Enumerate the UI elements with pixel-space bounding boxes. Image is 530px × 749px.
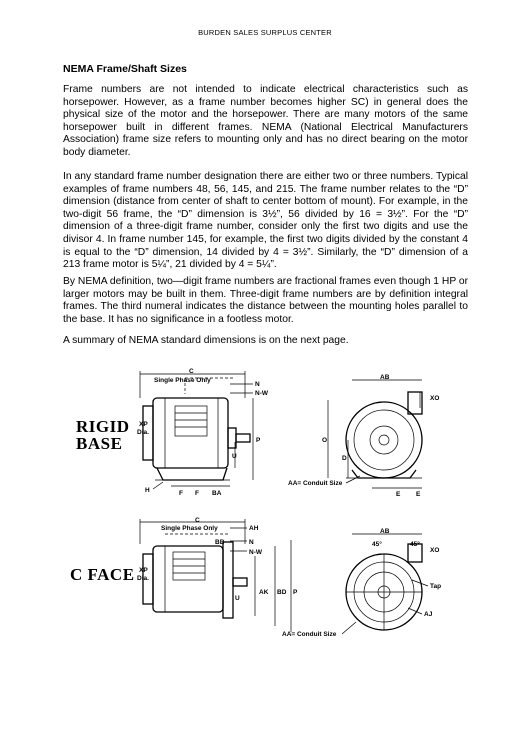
page-header: BURDEN SALES SURPLUS CENTER bbox=[198, 28, 332, 37]
dim-ab: AB bbox=[380, 374, 390, 381]
dim-f2: F bbox=[195, 490, 199, 497]
cf-dim-p: P bbox=[293, 589, 298, 596]
cf-conduit-size-note: AA= Conduit Size bbox=[282, 631, 337, 638]
dim-xo: XO bbox=[430, 395, 440, 402]
dim-xp-dia: Dia. bbox=[137, 429, 149, 436]
cf-angle-2: 45° bbox=[410, 541, 420, 548]
cf-tap: Tap bbox=[430, 583, 442, 590]
dim-ba: BA bbox=[212, 490, 222, 497]
paragraph-frame-numbers: Frame numbers are not intended to indicate electrical characteristics such as horsepower. However, as a frame number becomes higher SC) in general does the physical size of the motor and the horsepower. There are many motors of the same horsepower built in different frames. NEMA (National Electrical Manufacturers Association) frame size refers to mounting only and has no direct bearing on the motor body diameter. bbox=[63, 84, 468, 158]
cf-dim-nw: N-W bbox=[249, 549, 262, 556]
dim-e1: E bbox=[396, 491, 401, 498]
single-phase-note: Single Phase Only bbox=[154, 377, 211, 384]
cf-dim-u: U bbox=[235, 595, 240, 602]
cf-dim-aj: AJ bbox=[424, 611, 433, 618]
dim-nw: N-W bbox=[255, 390, 268, 397]
dim-xp: XP bbox=[139, 421, 148, 428]
rigid-base-end-drawing bbox=[288, 372, 442, 502]
cf-dim-bb: BB bbox=[215, 539, 225, 546]
dim-e2: E bbox=[416, 491, 421, 498]
cf-dim-c: C bbox=[195, 517, 200, 524]
c-face-side-drawing bbox=[135, 516, 298, 646]
cf-dim-xp: XP bbox=[139, 567, 148, 574]
cf-dim-bd: BD bbox=[277, 589, 287, 596]
dim-u: U bbox=[232, 453, 237, 460]
cf-dim-ab: AB bbox=[380, 528, 390, 535]
rigid-label-line1: RIGID bbox=[76, 417, 130, 436]
dim-f1: F bbox=[179, 490, 183, 497]
cf-dim-xp-dia: Dia. bbox=[137, 575, 149, 582]
paragraph-nema-definition: By NEMA definition, two—digit frame numbers are fractional frames even though 1 HP or larger motors may be built in them. Three-digit frame numbers are by definition integral frames. The third numeral indicates the distance between the mounting holes parallel to the base. It has no significance in a footless motor. bbox=[63, 276, 469, 325]
paragraph-summary-note: A summary of NEMA standard dimensions is on the next page. bbox=[63, 335, 349, 346]
dim-o: O bbox=[322, 437, 328, 444]
cf-dim-ah: AH bbox=[249, 525, 259, 532]
cf-dim-ak: AK bbox=[259, 589, 269, 596]
cf-single-phase-note: Single Phase Only bbox=[161, 525, 218, 532]
paragraph-frame-designation: In any standard frame number designation there are either two or three numbers. Typical examples of frame numbers 48, 56, 145, and 215. The frame number relates to the “D” dimension (distance from center of shaft to center bottom of mount). For example, in the two-digit 56 frame, the “D” dimension is 3½”, 56 divided by 16 = 3½”. For the “D” dimension of a three-digit frame number, consider only the first two digits and use the divisor 4. In frame number 145, for example, the first two digits divided by the constant 4 is equal to the “D” dimension, 14 divided by 4 = 3½”. Similarly, the “D” dimension of a 213 frame motor is 5¼”, 21 divided by 4 = 5¼”. bbox=[63, 171, 468, 271]
rigid-base-label bbox=[76, 418, 130, 452]
rigid-base-side-drawing bbox=[135, 368, 275, 498]
cf-dim-xo: XO bbox=[430, 547, 440, 554]
dim-p: P bbox=[256, 437, 261, 444]
cf-angle-1: 45° bbox=[372, 541, 382, 548]
cf-dim-n: N bbox=[249, 539, 254, 546]
rigid-label-line2: BASE bbox=[76, 434, 123, 453]
dim-n: N bbox=[255, 381, 260, 388]
dim-d: D bbox=[342, 455, 347, 462]
conduit-size-note: AA= Conduit Size bbox=[288, 480, 343, 487]
dim-h: H bbox=[145, 487, 150, 494]
dim-c: C bbox=[189, 368, 194, 375]
section-title: NEMA Frame/Shaft Sizes bbox=[63, 63, 187, 75]
c-face-label: C FACE bbox=[70, 565, 135, 584]
